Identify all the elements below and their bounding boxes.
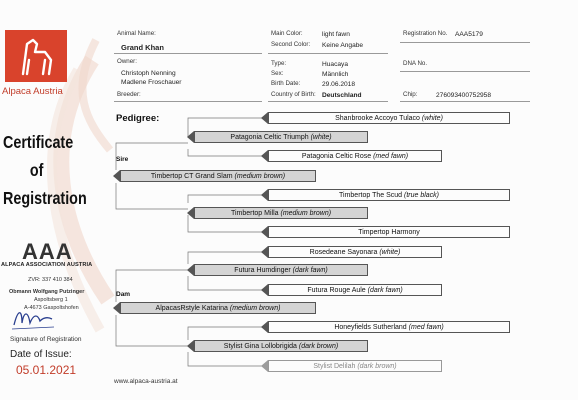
pedigree-arrow <box>113 170 120 182</box>
second-color-label: Second Color: <box>271 41 311 48</box>
association-street: Aspoltsberg 1 <box>34 297 68 303</box>
pedigree-sire-sire-dam <box>268 150 442 162</box>
owner-line-1: Christoph Nenning <box>121 70 176 77</box>
country-value: Deutschland <box>322 92 362 99</box>
ancestor-name: Timbertop CT Grand Slam <box>150 173 233 180</box>
ancestor-name: Honeyfields Sutherland <box>334 324 407 331</box>
owner-line-2: Madlene Froschauer <box>121 79 182 86</box>
ancestor-name: Stylist Delilah <box>313 363 356 370</box>
sex-value: Männlich <box>322 71 349 78</box>
ancestor-name: Timbertop The Scud <box>339 192 403 199</box>
ancestor-color: (dark brown) <box>357 363 397 370</box>
pedigree-dam-sire-dam <box>268 284 442 296</box>
issue-date: 05.01.2021 <box>16 363 77 377</box>
pedigree-arrow <box>187 340 194 352</box>
pedigree-dam-dam-dam <box>268 360 442 372</box>
animal-name: Grand Khan <box>121 43 164 52</box>
pedigree-dam-sire <box>194 264 368 276</box>
ancestor-name: Timpertop Harmony <box>358 229 420 236</box>
pedigree-dam-sire-sire <box>268 246 442 258</box>
registration-number: AAA5179 <box>455 31 483 38</box>
ancestor-name: AlpacasRstyle Katarina <box>155 305 228 312</box>
ancestor-name: Rosedeane Sayonara <box>309 249 378 256</box>
pedigree-arrow <box>261 360 268 372</box>
type-label: Type: <box>271 60 287 67</box>
pedigree-sire-dam-sire <box>268 189 510 201</box>
ancestor-color: (dark fawn) <box>367 287 403 294</box>
ancestor-color: (medium brown) <box>280 210 332 217</box>
issue-date-label: Date of Issue: <box>10 349 72 360</box>
pedigree-dam-dam-sire <box>268 321 510 333</box>
association-contact: Obmann Wolfgang Putzinger <box>9 289 85 295</box>
ancestor-name: Stylist Gina Lollobrigida <box>223 343 297 350</box>
ancestor-color: (white) <box>379 249 401 256</box>
pedigree-label: Pedigree: <box>116 113 160 124</box>
association-city: A-4673 Gaspoltshofen <box>24 305 79 311</box>
pedigree-arrow <box>261 112 268 124</box>
ancestor-color: (white) <box>310 134 332 141</box>
ancestor-name: Timbertop Milla <box>230 210 279 217</box>
title-line-2: of <box>29 160 44 180</box>
sire-label: Sire <box>116 156 129 163</box>
ancestor-name: Patagonia Celtic Triumph <box>230 134 309 141</box>
main-color-label: Main Color: <box>271 30 303 37</box>
pedigree-sire-dam <box>194 207 368 219</box>
website-link[interactable]: www.alpaca-austria.at <box>114 378 178 385</box>
chip-label: Chip: <box>403 91 418 98</box>
pedigree-dam-dam <box>194 340 368 352</box>
second-color: Keine Angabe <box>322 42 364 49</box>
ancestor-color: (dark brown) <box>298 343 339 350</box>
pedigree-sire-sire <box>194 131 368 143</box>
dna-label: DNA No. <box>403 60 428 67</box>
animal-name-label: Animal Name: <box>117 30 156 37</box>
aaa-letters: AAA <box>22 240 73 262</box>
ancestor-color: (dark fawn) <box>292 267 328 274</box>
zvr-number: ZVR: 337 410 384 <box>28 277 73 283</box>
pedigree-sire-sire-sire <box>268 112 510 124</box>
pedigree-arrow <box>261 150 268 162</box>
ancestor-color: (med fawn) <box>373 153 409 160</box>
country-label: Country of Birth: <box>271 91 316 98</box>
ancestor-color: (medium brown) <box>229 305 281 312</box>
ancestor-color: (medium brown) <box>234 173 286 180</box>
ancestor-color: (true black) <box>403 192 439 199</box>
pedigree-arrow <box>187 207 194 219</box>
registration-label: Registration No. <box>403 30 448 37</box>
chip-number: 276093400752958 <box>436 92 492 99</box>
title-line-3: Registration <box>3 188 87 208</box>
ancestor-name: Futura Humdinger <box>234 267 291 274</box>
type-value: Huacaya <box>322 61 349 68</box>
signature-label: Signature of Registration <box>10 336 82 343</box>
title-line-1: Certificate <box>3 132 74 152</box>
owner-label: Owner: <box>117 58 137 65</box>
pedigree-arrow <box>261 226 268 238</box>
pedigree-arrow <box>113 302 120 314</box>
pedigree-dam <box>120 302 316 314</box>
pedigree-arrow <box>261 246 268 258</box>
pedigree-arrow <box>261 284 268 296</box>
pedigree-arrow <box>187 131 194 143</box>
main-color: light fawn <box>322 31 350 38</box>
pedigree-arrow <box>261 321 268 333</box>
dam-label: Dam <box>116 291 131 298</box>
pedigree-arrow <box>261 189 268 201</box>
logo-caption: Alpaca Austria <box>2 86 63 97</box>
ancestor-color: (white) <box>421 115 443 122</box>
ancestor-color: (med fawn) <box>408 324 444 331</box>
sex-label: Sex: <box>271 70 284 77</box>
breeder-label: Breeder: <box>117 91 141 98</box>
pedigree-sire <box>120 170 316 182</box>
birth-date-label: Birth Date: <box>271 80 301 87</box>
birth-date: 29.06.2018 <box>322 81 356 88</box>
association-name: ALPACA ASSOCIATION AUSTRIA <box>1 262 93 268</box>
ancestor-name: Shanbrooke Accoyo Tulaco <box>335 115 420 122</box>
pedigree-arrow <box>187 264 194 276</box>
pedigree-sire-dam-dam <box>268 226 510 238</box>
ancestor-name: Futura Rouge Aule <box>307 287 366 294</box>
ancestor-name: Patagonia Celtic Rose <box>301 153 372 160</box>
